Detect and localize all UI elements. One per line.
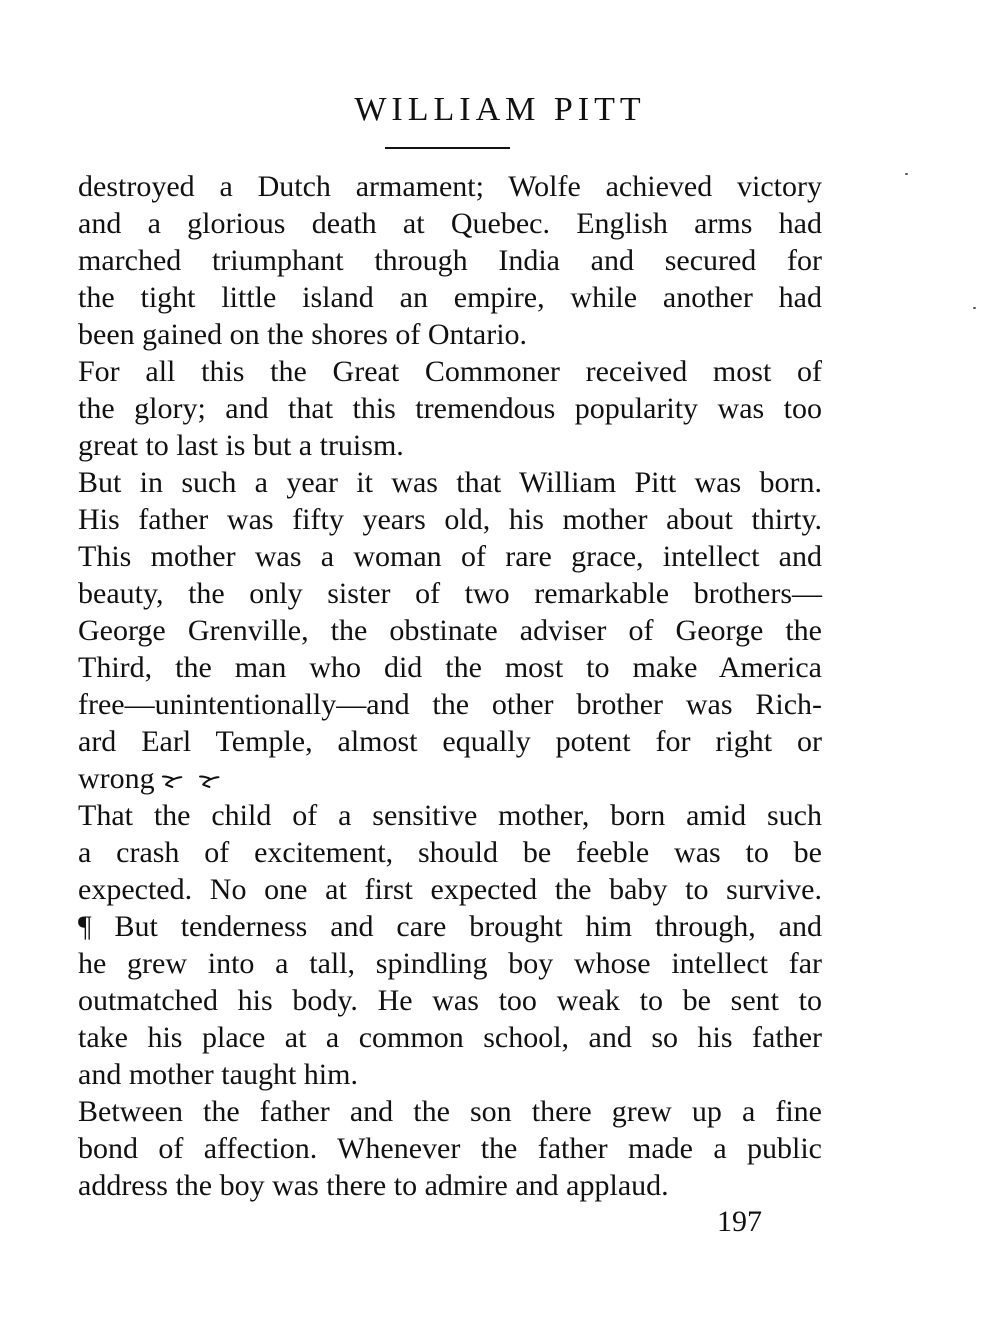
text-line-12: beauty, the only sister of two remarkable brothers—	[78, 577, 822, 610]
text-line-4: the tight little island an empire, while another had	[78, 281, 822, 314]
text-line-5: been gained on the shores of Ontario.	[78, 318, 528, 351]
text-line-8: great to last is but a truism.	[78, 429, 404, 462]
scan-speck	[973, 307, 976, 309]
fleuron-ornament-icon: ᯘ ᯘ	[160, 768, 225, 794]
text-line-20: expected. No one at first expected the baby to survive.	[78, 873, 822, 906]
text-line-28: address the boy was there to admire and applaud.	[78, 1169, 669, 1202]
text-line-19: a crash of excitement, should be feeble was to be	[78, 836, 822, 869]
text-line-24: take his place at a common school, and so his father	[78, 1021, 822, 1054]
running-title: WILLIAM PITT	[354, 91, 646, 128]
text-line-1: destroyed a Dutch armament; Wolfe achieved victory	[78, 170, 822, 203]
text-line-13: George Grenville, the obstinate adviser of George the	[78, 614, 822, 647]
text-line-7: the glory; and that this tremendous popularity was too	[78, 392, 822, 425]
title-rule	[385, 147, 510, 149]
text-line-23: outmatched his body. He was too weak to be sent to	[78, 984, 822, 1017]
text-line-22: he grew into a tall, spindling boy whose intellect far	[78, 947, 822, 980]
text-line-18: That the child of a sensitive mother, born amid such	[78, 799, 822, 832]
text-line-16: ard Earl Temple, almost equally potent for right or	[78, 725, 822, 758]
text-line-3: marched triumphant through India and secured for	[78, 244, 822, 277]
text-line-15: free—unintentionally—and the other brother was Rich-	[78, 688, 822, 721]
text-line-17-words: wrong	[78, 762, 155, 795]
text-line-27: bond of affection. Whenever the father made a public	[78, 1132, 822, 1165]
page-number: 197	[717, 1205, 762, 1238]
text-line-11: This mother was a woman of rare grace, intellect and	[78, 540, 822, 573]
text-line-26: Between the father and the son there grew up a fine	[78, 1095, 822, 1128]
text-line-6: For all this the Great Commoner received most of	[78, 355, 822, 388]
text-line-2: and a glorious death at Quebec. English arms had	[78, 207, 822, 240]
text-line-17	[78, 760, 822, 797]
text-line-21: ¶ But tenderness and care brought him through, and	[78, 910, 822, 943]
body-text	[78, 168, 822, 1204]
text-line-10: His father was fifty years old, his mother about thirty.	[78, 503, 822, 536]
text-line-25: and mother taught him.	[78, 1058, 358, 1091]
text-line-9: But in such a year it was that William Pitt was born.	[78, 466, 822, 499]
scan-speck	[905, 173, 908, 175]
text-line-14: Third, the man who did the most to make America	[78, 651, 822, 684]
